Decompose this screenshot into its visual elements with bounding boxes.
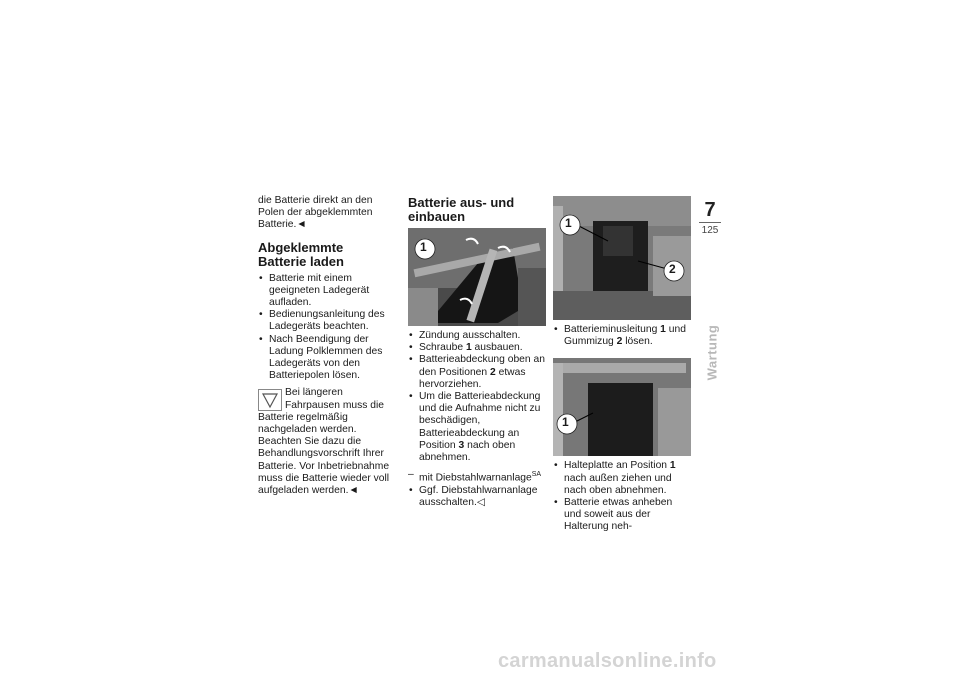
list-item: • Bedienungsanleitung des Ladegeräts beachten. — [258, 309, 394, 333]
section-label: Wartung — [704, 324, 720, 381]
photo-battery-cable — [553, 196, 691, 320]
callout-1: 1 — [420, 240, 427, 254]
end-mark-icon: ◄ — [296, 219, 307, 231]
watermark: carmanualsonline.info — [498, 650, 717, 672]
end-mark-icon: ◁ — [476, 497, 485, 509]
list-item: • Batterie mit einem geeigneten Ladegerät aufladen. — [258, 273, 394, 310]
battery-remove-steps — [553, 460, 691, 533]
callout-2: 2 — [669, 262, 676, 276]
photo-battery-cover — [408, 228, 546, 326]
alarm-steps — [408, 469, 546, 509]
list-item: • Batterieabdeckung oben an den Positionen 2 etwas hervorziehen. — [408, 354, 546, 391]
list-item: • Zündung ausschalten. — [408, 330, 546, 342]
battery-cable-image — [553, 196, 691, 320]
column-middle — [408, 196, 546, 509]
note-triangle-icon — [258, 389, 282, 411]
list-item-condition: – mit Diebstahlwarnanlage$^{SA}$ — [408, 469, 546, 485]
note-text: Bei längeren Fahrpausen muss die Batterie regelmäßig nachgeladen werden. Beachten Sie dazu die Behandlungsvorschrift Ihrer Batterie. Vor Inbetriebnahme muss die Batterie wieder voll aufgeladen werden. — [258, 387, 390, 497]
column-right — [553, 196, 691, 534]
battery-cover-image — [408, 228, 546, 326]
page-number: 125 — [701, 225, 719, 236]
list-item: • Batterieminusleitung 1 und Gummizug 2 lösen. — [553, 324, 691, 348]
remove-steps — [408, 330, 546, 464]
column-left — [258, 195, 394, 497]
chapter-number: 7 — [704, 199, 716, 221]
intro-text: die Batterie direkt an den Polen der abgeklemmten Batterie.◄ — [258, 195, 373, 231]
list-item: • Ggf. Diebstahlwarnanlage ausschalten.◁ — [408, 485, 546, 509]
list-item: • Batterie etwas anheben und soweit aus der Halterung neh- — [553, 497, 691, 534]
list-item: • Um die Batterieabdeckung und die Aufnahme nicht zu beschädigen, Batterieabdeckung an Position 3 nach oben abnehmen. — [408, 391, 546, 464]
heading-battery-charge: Abgeklemmte Batterie laden — [258, 239, 344, 269]
heading-battery-install: Batterie aus- und einbauen — [408, 195, 515, 224]
list-item: • Schraube 1 ausbauen. — [408, 342, 546, 354]
photo-holding-plate — [553, 358, 691, 456]
note-box — [258, 387, 394, 497]
charge-steps — [258, 273, 394, 383]
callout-1: 1 — [565, 216, 572, 230]
callout-1: 1 — [562, 415, 569, 430]
holding-plate-image — [553, 358, 691, 456]
list-item: • Nach Beendigung der Ladung Polklemmen des Ladegeräts von den Batteriepolen lösen. — [258, 334, 394, 383]
end-mark-icon: ◄ — [348, 485, 359, 497]
chapter-divider — [699, 222, 721, 223]
cable-steps — [553, 324, 691, 348]
list-item: • Halteplatte an Position 1 nach außen ziehen und nach oben abnehmen. — [553, 460, 691, 497]
